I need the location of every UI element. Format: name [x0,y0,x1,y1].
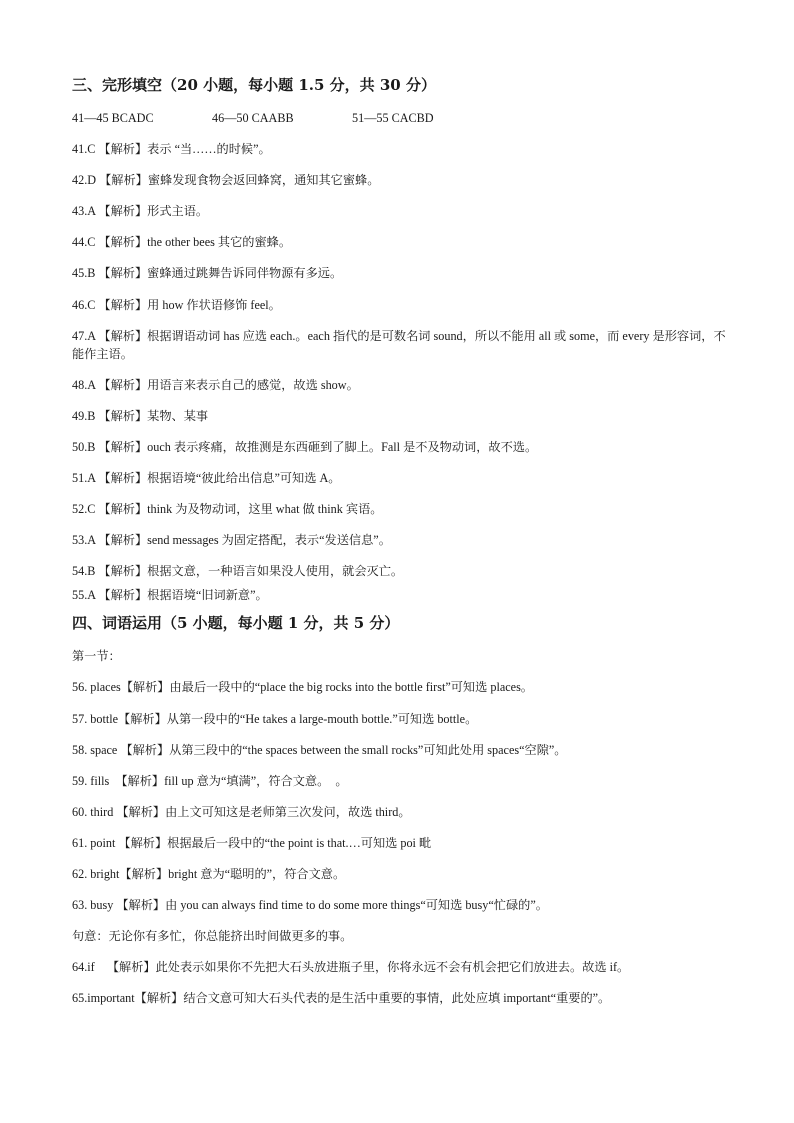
item-58: 58. space 【解析】从第三段中的“the spaces between the small rocks”可知此处用 spaces“空隙”。 [72,742,567,757]
answer-key-51-55: 51—55 CACBD [352,111,434,125]
item-46: 46.C 【解析】用 how 作状语修饰 feel。 [72,297,281,312]
item-53: 53.A 【解析】send messages 为固定搭配，表示“发送信息”。 [72,533,391,548]
item-42: 42.D 【解析】蜜蜂发现食物会返回蜂窝，通知其它蜜蜂。 [72,173,380,188]
item-51: 51.A 【解析】根据语境“彼此给出信息”可知选 A。 [72,471,341,486]
item-41: 41.C 【解析】表示 “当……的时候”。 [72,142,271,157]
item-64: 64.if 【解析】此处表示如果你不先把大石头放进瓶子里，你将永远不会有机会把它们放进去。故选 if。 [72,960,630,975]
item-60: 60. third 【解析】由上文可知这是老师第三次发问，故选 third。 [72,804,411,819]
item-49: 49.B 【解析】某物、某事 [72,408,209,423]
item-52: 52.C 【解析】think 为及物动词，这里 what 做 think 宾语。 [72,502,383,517]
item-47: 47.A 【解析】根据谓语动词 has 应选 each.。each 指代的是可数名词 sound，所以不能用 all 或 some，而 every 是形容词，不能作主语。 [72,328,726,361]
section-3-heading: 三、完形填空（20 小题，每小题 1.5 分，共 30 分） [72,76,436,94]
answer-key-row [72,109,732,127]
item-57: 57. bottle【解析】从第一段中的“He takes a large-mouth bottle.”可知选 bottle。 [72,711,478,726]
item-62: 62. bright【解析】bright 意为“聪明的”，符合文意。 [72,866,346,881]
answer-sheet [72,74,732,1020]
item-56: 56. places【解析】由最后一段中的“place the big rocks into the bottle first”可知选 places。 [72,680,533,695]
item-63: 63. busy 【解析】由 you can always find time to do some more things“可知选 busy“忙碌的”。 [72,898,548,913]
item-50: 50.B 【解析】ouch 表示疼痛，故推测是东西砸到了脚上。Fall 是不及物动词，故不选。 [72,439,538,454]
item-59: 59. fills 【解析】fill up 意为“填满”，符合文意。 。 [72,773,348,788]
item-48: 48.A 【解析】用语言来表示自己的感觉，故选 show。 [72,377,359,392]
item-63-translation: 句意：无论你有多忙，你总能挤出时间做更多的事。 [72,929,353,944]
part-label: 第一节： [72,649,121,664]
answer-key-41-45: 41—45 BCADC [72,111,154,125]
item-45: 45.B 【解析】蜜蜂通过跳舞告诉同伴物源有多远。 [72,266,343,281]
item-54: 54.B 【解析】根据文意，一种语言如果没人使用，就会灭亡。 [72,564,404,579]
item-61: 61. point 【解析】根据最后一段中的“the point is that.…可知选 poi 毗 [72,835,432,850]
answer-key-46-50: 46—50 CAABB [212,111,294,125]
item-65: 65.important【解析】结合文意可知大石头代表的是生活中重要的事情，此处应填 important“重要的”。 [72,991,611,1006]
item-44: 44.C 【解析】the other bees 其它的蜜蜂。 [72,235,292,250]
section-4-heading: 四、词语运用（5 小题，每小题 1 分，共 5 分） [72,614,400,633]
item-43: 43.A 【解析】形式主语。 [72,204,209,219]
item-55: 55.A 【解析】根据语境“旧词新意”。 [72,588,268,603]
